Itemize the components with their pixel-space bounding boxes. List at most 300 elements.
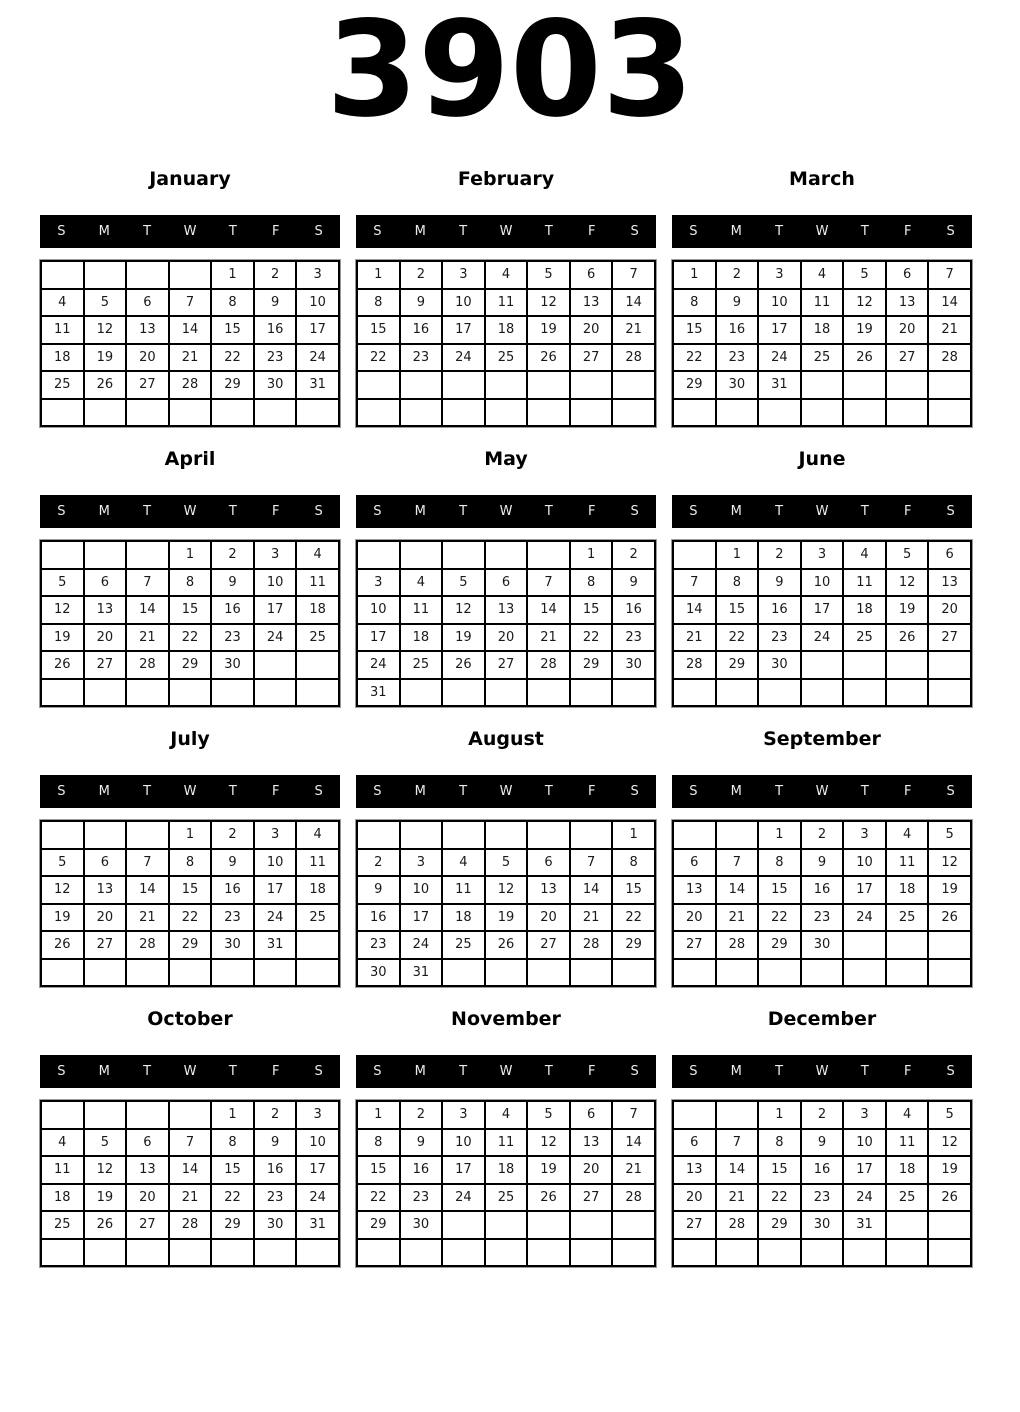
day-cell: 13 [84, 596, 127, 624]
day-cell: 13 [570, 1129, 613, 1157]
date-grid-table [356, 820, 656, 987]
day-cell: 17 [758, 316, 801, 344]
day-cell: 27 [126, 1211, 169, 1239]
day-cell: 16 [400, 316, 443, 344]
day-cell: 6 [126, 289, 169, 317]
date-grid-table [672, 260, 972, 427]
week-row [357, 876, 655, 904]
empty-day-cell [612, 679, 655, 707]
weekday-label: S [630, 504, 639, 519]
day-cell: 23 [400, 344, 443, 372]
day-cell: 12 [41, 876, 84, 904]
week-row [673, 959, 971, 987]
day-cell: 12 [485, 876, 528, 904]
weekday-label: F [271, 224, 280, 239]
weekday-label: F [903, 504, 912, 519]
weekday-header-bar [356, 775, 656, 808]
day-cell: 23 [254, 344, 297, 372]
day-cell: 27 [84, 651, 127, 679]
day-cell: 9 [612, 569, 655, 597]
empty-day-cell [886, 399, 929, 427]
day-cell: 26 [41, 931, 84, 959]
day-cell: 27 [886, 344, 929, 372]
day-cell: 14 [612, 289, 655, 317]
day-cell: 25 [801, 344, 844, 372]
week-row [357, 904, 655, 932]
week-row [41, 1211, 339, 1239]
month-name: July [170, 728, 210, 750]
day-cell: 19 [84, 1184, 127, 1212]
empty-day-cell [570, 399, 613, 427]
day-cell: 9 [254, 1129, 297, 1157]
day-cell: 5 [41, 849, 84, 877]
empty-day-cell [928, 651, 971, 679]
weekday-header-bar [356, 215, 656, 248]
day-cell: 12 [886, 569, 929, 597]
weekday-label: T [775, 784, 784, 799]
empty-day-cell [485, 959, 528, 987]
weekday-label: S [630, 784, 639, 799]
empty-day-cell [843, 1239, 886, 1267]
day-cell: 26 [928, 904, 971, 932]
week-row [41, 1101, 339, 1129]
day-cell: 4 [400, 569, 443, 597]
day-cell: 13 [485, 596, 528, 624]
weekday-label: T [459, 224, 468, 239]
month-december [672, 1008, 972, 1267]
empty-day-cell [612, 399, 655, 427]
week-row [357, 651, 655, 679]
empty-day-cell [296, 931, 339, 959]
day-cell: 29 [169, 931, 212, 959]
weekday-label: S [373, 1064, 382, 1079]
weekday-label: T [143, 224, 152, 239]
month-february [356, 168, 656, 427]
day-cell: 24 [758, 344, 801, 372]
date-grid-table [40, 820, 340, 987]
month-name: September [763, 728, 881, 750]
empty-day-cell [126, 679, 169, 707]
week-row [673, 569, 971, 597]
day-cell: 14 [169, 1156, 212, 1184]
day-cell: 14 [126, 876, 169, 904]
day-cell: 5 [527, 1101, 570, 1129]
empty-day-cell [673, 679, 716, 707]
day-cell: 1 [357, 1101, 400, 1129]
day-cell: 7 [612, 1101, 655, 1129]
empty-day-cell [254, 959, 297, 987]
day-cell: 24 [400, 931, 443, 959]
weekday-label: W [815, 504, 829, 519]
empty-day-cell [527, 821, 570, 849]
day-cell: 30 [254, 1211, 297, 1239]
day-cell: 4 [296, 821, 339, 849]
day-cell: 28 [169, 1211, 212, 1239]
empty-day-cell [570, 371, 613, 399]
empty-day-cell [126, 399, 169, 427]
day-cell: 5 [928, 1101, 971, 1129]
empty-day-cell [612, 959, 655, 987]
weekday-label: S [373, 504, 382, 519]
day-cell: 24 [296, 344, 339, 372]
day-cell: 5 [41, 569, 84, 597]
day-cell: 28 [126, 651, 169, 679]
months-grid [0, 168, 1020, 1267]
empty-day-cell [442, 821, 485, 849]
day-cell: 5 [928, 821, 971, 849]
week-row [41, 1239, 339, 1267]
empty-day-cell [843, 679, 886, 707]
day-cell: 6 [673, 1129, 716, 1157]
day-cell: 22 [612, 904, 655, 932]
day-cell: 18 [801, 316, 844, 344]
day-cell: 23 [400, 1184, 443, 1212]
date-grid-table [356, 260, 656, 427]
day-cell: 31 [254, 931, 297, 959]
day-cell: 16 [357, 904, 400, 932]
week-row [357, 679, 655, 707]
empty-day-cell [801, 959, 844, 987]
day-cell: 12 [84, 316, 127, 344]
empty-day-cell [527, 399, 570, 427]
week-row [357, 261, 655, 289]
day-cell: 13 [673, 876, 716, 904]
day-cell: 29 [673, 371, 716, 399]
day-cell: 30 [612, 651, 655, 679]
month-name: August [468, 728, 544, 750]
day-cell: 27 [570, 344, 613, 372]
week-row [673, 596, 971, 624]
day-cell: 17 [254, 876, 297, 904]
day-cell: 15 [357, 316, 400, 344]
day-cell: 16 [211, 596, 254, 624]
day-cell: 14 [716, 876, 759, 904]
weekday-header-bar [672, 215, 972, 248]
day-cell: 2 [716, 261, 759, 289]
day-cell: 23 [801, 904, 844, 932]
day-cell: 25 [843, 624, 886, 652]
empty-day-cell [485, 541, 528, 569]
month-july [40, 728, 340, 987]
empty-day-cell [41, 679, 84, 707]
empty-day-cell [928, 1239, 971, 1267]
empty-day-cell [928, 1211, 971, 1239]
day-cell: 21 [126, 904, 169, 932]
day-cell: 10 [801, 569, 844, 597]
empty-day-cell [758, 1239, 801, 1267]
day-cell: 10 [758, 289, 801, 317]
day-cell: 14 [673, 596, 716, 624]
day-cell: 12 [928, 1129, 971, 1157]
empty-day-cell [211, 399, 254, 427]
day-cell: 30 [716, 371, 759, 399]
weekday-label: T [459, 1064, 468, 1079]
empty-day-cell [442, 959, 485, 987]
empty-day-cell [442, 1211, 485, 1239]
empty-day-cell [169, 1101, 212, 1129]
day-cell: 30 [211, 651, 254, 679]
week-row [357, 624, 655, 652]
day-cell: 13 [928, 569, 971, 597]
empty-day-cell [843, 959, 886, 987]
day-cell: 4 [41, 289, 84, 317]
month-name: April [164, 448, 216, 470]
empty-day-cell [126, 541, 169, 569]
date-grid-table [356, 1100, 656, 1267]
day-cell: 14 [928, 289, 971, 317]
weekday-label: T [544, 784, 553, 799]
day-cell: 7 [928, 261, 971, 289]
date-grid-table [356, 540, 656, 707]
empty-day-cell [485, 821, 528, 849]
week-row [357, 316, 655, 344]
weekday-header-bar [40, 1055, 340, 1088]
empty-day-cell [758, 679, 801, 707]
week-row [41, 1184, 339, 1212]
weekday-label: S [946, 784, 955, 799]
day-cell: 22 [211, 344, 254, 372]
day-cell: 18 [296, 876, 339, 904]
day-cell: 20 [928, 596, 971, 624]
month-name: March [789, 168, 855, 190]
day-cell: 5 [84, 289, 127, 317]
empty-day-cell [357, 371, 400, 399]
week-row [357, 371, 655, 399]
week-row [673, 931, 971, 959]
day-cell: 16 [254, 316, 297, 344]
empty-day-cell [442, 399, 485, 427]
day-cell: 21 [169, 344, 212, 372]
weekday-label: M [98, 1064, 110, 1079]
day-cell: 25 [41, 1211, 84, 1239]
week-row [41, 596, 339, 624]
week-row [357, 1211, 655, 1239]
empty-day-cell [801, 371, 844, 399]
day-cell: 1 [357, 261, 400, 289]
weekday-header-bar [672, 495, 972, 528]
weekday-header-bar [40, 215, 340, 248]
day-cell: 9 [400, 289, 443, 317]
day-cell: 11 [296, 569, 339, 597]
week-row [673, 316, 971, 344]
day-cell: 13 [126, 316, 169, 344]
weekday-label: M [414, 224, 426, 239]
day-cell: 11 [886, 849, 929, 877]
day-cell: 27 [928, 624, 971, 652]
day-cell: 3 [442, 261, 485, 289]
weekday-label: W [815, 1064, 829, 1079]
day-cell: 1 [570, 541, 613, 569]
day-cell: 25 [296, 624, 339, 652]
empty-day-cell [928, 931, 971, 959]
day-cell: 1 [211, 261, 254, 289]
weekday-label: M [414, 504, 426, 519]
day-cell: 24 [254, 624, 297, 652]
day-cell: 20 [570, 316, 613, 344]
empty-day-cell [211, 959, 254, 987]
day-cell: 4 [843, 541, 886, 569]
empty-day-cell [84, 399, 127, 427]
day-cell: 6 [84, 569, 127, 597]
empty-day-cell [211, 679, 254, 707]
day-cell: 30 [801, 1211, 844, 1239]
day-cell: 17 [442, 316, 485, 344]
week-row [41, 399, 339, 427]
weekday-label: T [228, 784, 237, 799]
weekday-label: W [499, 784, 513, 799]
day-cell: 5 [527, 261, 570, 289]
weekday-label: T [459, 504, 468, 519]
empty-day-cell [485, 679, 528, 707]
day-cell: 30 [211, 931, 254, 959]
weekday-label: M [98, 504, 110, 519]
day-cell: 18 [843, 596, 886, 624]
day-cell: 1 [673, 261, 716, 289]
day-cell: 30 [400, 1211, 443, 1239]
day-cell: 29 [570, 651, 613, 679]
empty-day-cell [886, 679, 929, 707]
week-row [673, 1156, 971, 1184]
week-row [673, 1184, 971, 1212]
day-cell: 15 [211, 1156, 254, 1184]
week-row [357, 541, 655, 569]
week-row [357, 399, 655, 427]
weekday-label: F [903, 224, 912, 239]
empty-day-cell [357, 541, 400, 569]
day-cell: 10 [400, 876, 443, 904]
day-cell: 6 [673, 849, 716, 877]
weekday-label: T [228, 224, 237, 239]
empty-day-cell [801, 399, 844, 427]
day-cell: 18 [886, 1156, 929, 1184]
empty-day-cell [254, 1239, 297, 1267]
week-row [673, 1101, 971, 1129]
week-row [41, 904, 339, 932]
empty-day-cell [296, 959, 339, 987]
day-cell: 18 [41, 344, 84, 372]
day-cell: 23 [357, 931, 400, 959]
weekday-label: S [57, 224, 66, 239]
day-cell: 19 [843, 316, 886, 344]
day-cell: 27 [673, 1211, 716, 1239]
week-row [41, 1129, 339, 1157]
empty-day-cell [928, 679, 971, 707]
day-cell: 8 [357, 289, 400, 317]
day-cell: 2 [254, 261, 297, 289]
day-cell: 9 [211, 569, 254, 597]
week-row [41, 651, 339, 679]
day-cell: 11 [485, 1129, 528, 1157]
weekday-label: W [183, 1064, 197, 1079]
empty-day-cell [928, 399, 971, 427]
day-cell: 27 [126, 371, 169, 399]
empty-day-cell [357, 1239, 400, 1267]
day-cell: 12 [41, 596, 84, 624]
day-cell: 4 [801, 261, 844, 289]
day-cell: 4 [485, 261, 528, 289]
weekday-label: F [271, 1064, 280, 1079]
day-cell: 23 [211, 904, 254, 932]
day-cell: 19 [442, 624, 485, 652]
weekday-label: T [860, 1064, 869, 1079]
week-row [41, 289, 339, 317]
day-cell: 28 [126, 931, 169, 959]
weekday-label: M [730, 1064, 742, 1079]
day-cell: 8 [570, 569, 613, 597]
empty-day-cell [84, 261, 127, 289]
day-cell: 11 [886, 1129, 929, 1157]
day-cell: 5 [485, 849, 528, 877]
day-cell: 3 [442, 1101, 485, 1129]
day-cell: 14 [612, 1129, 655, 1157]
empty-day-cell [296, 679, 339, 707]
day-cell: 3 [758, 261, 801, 289]
day-cell: 6 [570, 261, 613, 289]
day-cell: 26 [84, 371, 127, 399]
day-cell: 29 [211, 371, 254, 399]
month-september [672, 728, 972, 987]
day-cell: 18 [442, 904, 485, 932]
week-row [673, 261, 971, 289]
empty-day-cell [41, 959, 84, 987]
day-cell: 13 [886, 289, 929, 317]
empty-day-cell [41, 399, 84, 427]
day-cell: 20 [673, 904, 716, 932]
empty-day-cell [126, 821, 169, 849]
week-row [357, 1156, 655, 1184]
day-cell: 26 [442, 651, 485, 679]
day-cell: 7 [570, 849, 613, 877]
day-cell: 12 [442, 596, 485, 624]
day-cell: 10 [296, 1129, 339, 1157]
week-row [673, 821, 971, 849]
day-cell: 20 [570, 1156, 613, 1184]
empty-day-cell [296, 399, 339, 427]
day-cell: 6 [527, 849, 570, 877]
week-row [357, 289, 655, 317]
day-cell: 12 [527, 1129, 570, 1157]
day-cell: 17 [843, 876, 886, 904]
day-cell: 8 [758, 849, 801, 877]
day-cell: 2 [400, 1101, 443, 1129]
day-cell: 12 [843, 289, 886, 317]
day-cell: 28 [928, 344, 971, 372]
day-cell: 2 [400, 261, 443, 289]
day-cell: 7 [169, 289, 212, 317]
weekday-label: F [587, 1064, 596, 1079]
weekday-label: S [57, 1064, 66, 1079]
week-row [357, 344, 655, 372]
day-cell: 5 [886, 541, 929, 569]
day-cell: 9 [357, 876, 400, 904]
day-cell: 1 [169, 821, 212, 849]
weekday-label: W [499, 504, 513, 519]
empty-day-cell [886, 651, 929, 679]
week-row [357, 596, 655, 624]
month-name: November [451, 1008, 561, 1030]
day-cell: 7 [126, 849, 169, 877]
empty-day-cell [673, 1239, 716, 1267]
day-cell: 7 [673, 569, 716, 597]
month-october [40, 1008, 340, 1267]
empty-day-cell [357, 821, 400, 849]
weekday-label: S [946, 224, 955, 239]
empty-day-cell [886, 931, 929, 959]
empty-day-cell [442, 679, 485, 707]
day-cell: 11 [41, 1156, 84, 1184]
day-cell: 24 [442, 344, 485, 372]
day-cell: 15 [758, 876, 801, 904]
